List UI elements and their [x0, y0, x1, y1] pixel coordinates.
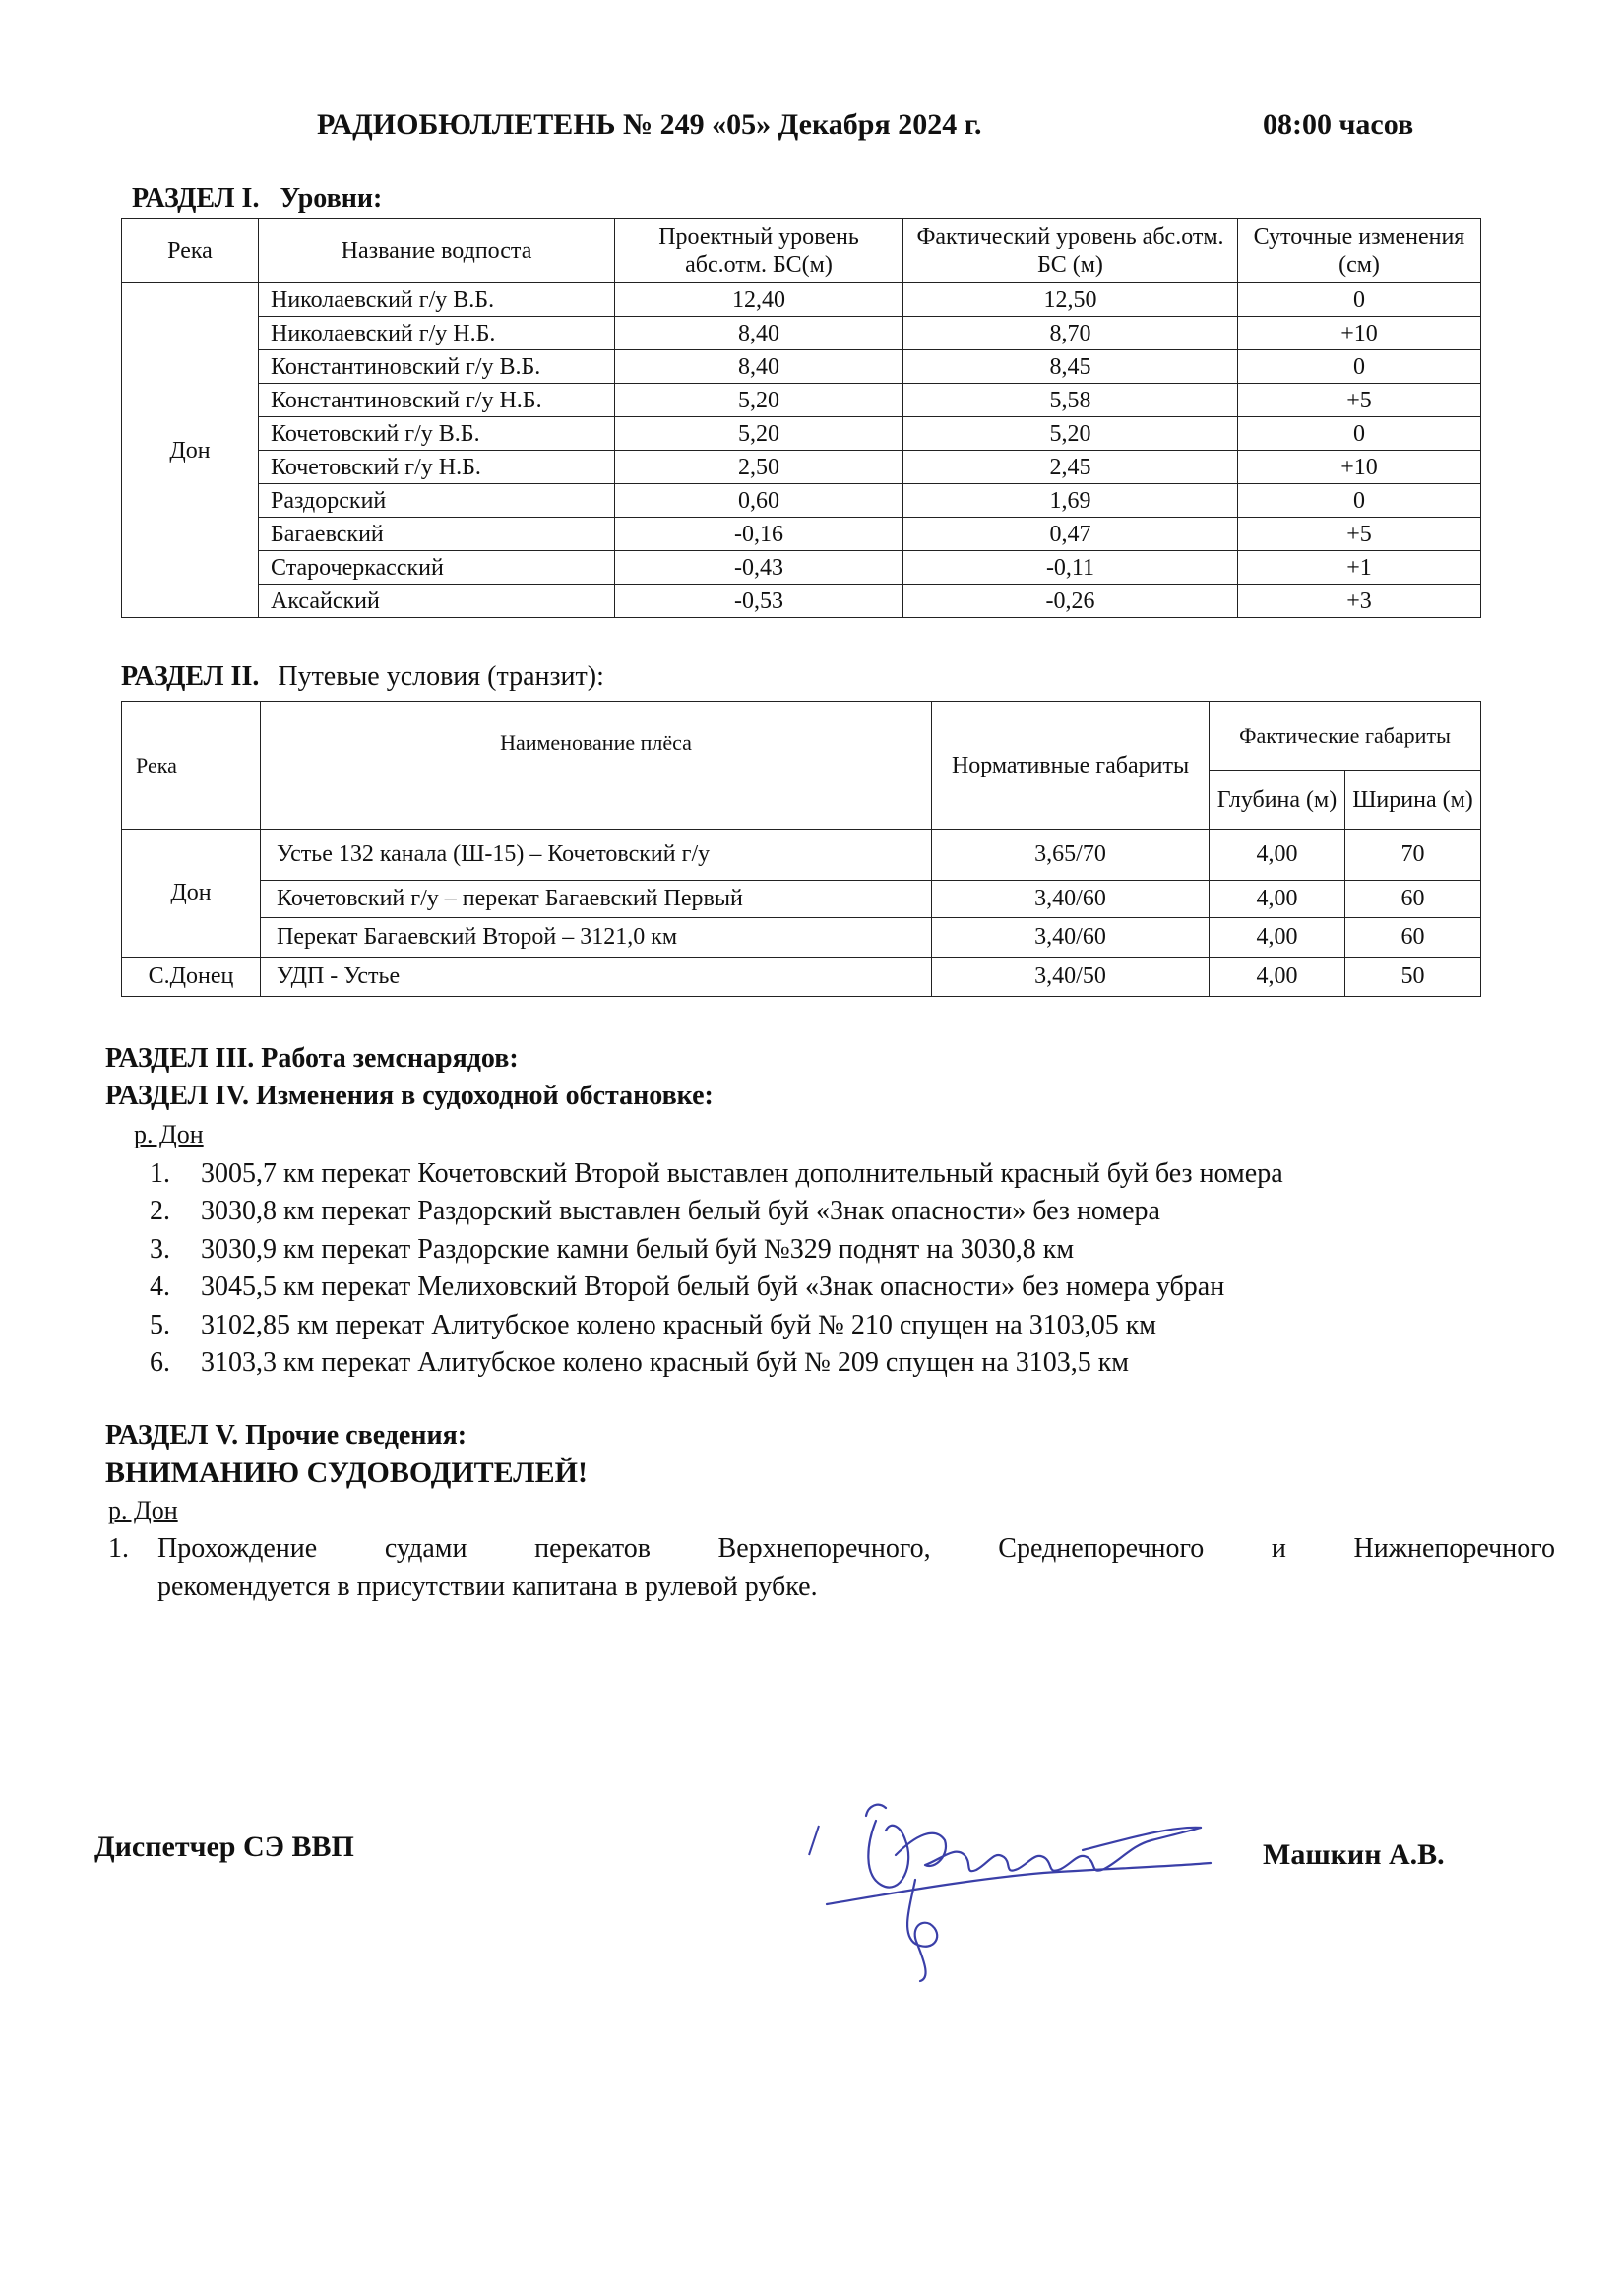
word: перекатов [534, 1533, 651, 1564]
col-river: Река [122, 219, 259, 283]
item-number: 4. [150, 1272, 170, 1302]
actual-level: -0,26 [903, 585, 1238, 618]
item-number: 5. [150, 1310, 170, 1340]
stretch-name: Устье 132 канала (Ш-15) – Кочетовский г/у [261, 830, 932, 881]
section5-item-number: 1. [108, 1533, 129, 1564]
col-width: Ширина (м) [1345, 771, 1481, 830]
item-number: 1. [150, 1158, 170, 1189]
item-text: 3103,3 км перекат Алитубское колено красный буй № 209 спущен на 3103,5 км [201, 1347, 1130, 1378]
post-name: Раздорский [259, 484, 615, 518]
post-name: Старочеркасский [259, 551, 615, 585]
normative-dim: 3,40/60 [932, 918, 1210, 958]
river-cell: Дон [122, 283, 259, 618]
normative-dim: 3,40/60 [932, 881, 1210, 918]
daily-change: 0 [1238, 417, 1481, 451]
post-name: Николаевский г/у Н.Б. [259, 317, 615, 350]
list-item [150, 1347, 1129, 1379]
table-row [122, 317, 1481, 350]
item-text: 3030,8 км перекат Раздорский выставлен белый буй «Знак опасности» без номера [201, 1196, 1160, 1226]
actual-level: 8,45 [903, 350, 1238, 384]
actual-level: 0,47 [903, 518, 1238, 551]
stretch-name: Кочетовский г/у – перекат Багаевский Первый [261, 881, 932, 918]
actual-level: 8,70 [903, 317, 1238, 350]
table-row [122, 918, 1481, 958]
word: Среднепоречного [998, 1533, 1205, 1564]
table-row [122, 484, 1481, 518]
col-project-level: Проектный уровень абс.отм. БС(м) [615, 219, 903, 283]
col-river: Река [122, 702, 261, 830]
col-normative: Нормативные габариты [932, 702, 1210, 830]
list-item [150, 1310, 1156, 1341]
table-row [122, 881, 1481, 918]
list-item [150, 1158, 1283, 1190]
daily-change: +5 [1238, 518, 1481, 551]
item-number: 3. [150, 1234, 170, 1265]
word: Нижнепоречного [1353, 1533, 1555, 1564]
stretch-name: УДП - Устье [261, 958, 932, 997]
word: Верхнепоречного, [717, 1533, 931, 1564]
project-level: 5,20 [615, 417, 903, 451]
dispatcher-role: Диспетчер СЭ ВВП [94, 1831, 354, 1863]
actual-width: 60 [1345, 918, 1481, 958]
daily-change: 0 [1238, 283, 1481, 317]
section5-title: РАЗДЕЛ V. Прочие сведения: [105, 1420, 467, 1451]
item-text: 3045,5 км перекат Мелиховский Второй белый буй «Знак опасности» без номера убран [201, 1272, 1225, 1302]
post-name: Багаевский [259, 518, 615, 551]
project-level: 12,40 [615, 283, 903, 317]
word: и [1271, 1533, 1286, 1564]
normative-dim: 3,65/70 [932, 830, 1210, 881]
post-name: Николаевский г/у В.Б. [259, 283, 615, 317]
post-name: Кочетовский г/у В.Б. [259, 417, 615, 451]
section3-title: РАЗДЕЛ III. Работа земснарядов: [105, 1043, 519, 1074]
col-daily-change: Суточные изменения (см) [1238, 219, 1481, 283]
river-cell: Дон [122, 830, 261, 958]
table-row [122, 551, 1481, 585]
daily-change: +10 [1238, 451, 1481, 484]
item-number: 2. [150, 1196, 170, 1226]
table-row [122, 350, 1481, 384]
stretch-name: Перекат Багаевский Второй – 3121,0 км [261, 918, 932, 958]
project-level: 5,20 [615, 384, 903, 417]
section4-river: р. Дон [134, 1120, 204, 1148]
section5-river: р. Дон [108, 1496, 178, 1524]
actual-level: 2,45 [903, 451, 1238, 484]
section5-item-line2: рекомендуется в присутствии капитана в рулевой рубке. [157, 1572, 818, 1602]
item-text: 3005,7 км перекат Кочетовский Второй выставлен дополнительный красный буй без номера [201, 1158, 1283, 1189]
project-level: 8,40 [615, 317, 903, 350]
item-text: 3030,9 км перекат Раздорские камни белый буй №329 поднят на 3030,8 км [201, 1234, 1075, 1265]
word: Прохождение [157, 1533, 318, 1564]
list-item [150, 1272, 1224, 1303]
section2-title: РАЗДЕЛ II. [121, 661, 260, 692]
daily-change: +5 [1238, 384, 1481, 417]
bulletin-time: 08:00 часов [1263, 108, 1414, 141]
post-name: Константиновский г/у В.Б. [259, 350, 615, 384]
project-level: 8,40 [615, 350, 903, 384]
post-name: Кочетовский г/у Н.Б. [259, 451, 615, 484]
item-text: 3102,85 км перекат Алитубское колено красный буй № 210 спущен на 3103,05 км [201, 1310, 1157, 1340]
actual-level: 5,20 [903, 417, 1238, 451]
signature-icon [807, 1786, 1220, 1983]
post-name: Аксайский [259, 585, 615, 618]
actual-depth: 4,00 [1210, 918, 1345, 958]
actual-width: 60 [1345, 881, 1481, 918]
daily-change: 0 [1238, 484, 1481, 518]
project-level: 2,50 [615, 451, 903, 484]
waterway-conditions-table [121, 701, 1481, 997]
actual-depth: 4,00 [1210, 881, 1345, 918]
section2-heading [121, 661, 604, 693]
col-post: Название водпоста [259, 219, 615, 283]
section4-title: РАЗДЕЛ IV. Изменения в судоходной обстановке: [105, 1081, 714, 1111]
project-level: 0,60 [615, 484, 903, 518]
col-depth: Глубина (м) [1210, 771, 1345, 830]
post-name: Константиновский г/у Н.Б. [259, 384, 615, 417]
normative-dim: 3,40/50 [932, 958, 1210, 997]
section1-title: РАЗДЕЛ I. [132, 183, 260, 214]
table-row [122, 451, 1481, 484]
table-row [122, 417, 1481, 451]
daily-change: +3 [1238, 585, 1481, 618]
item-number: 6. [150, 1347, 170, 1378]
actual-width: 70 [1345, 830, 1481, 881]
actual-level: 12,50 [903, 283, 1238, 317]
table-row [122, 585, 1481, 618]
attention-heading: ВНИМАНИЮ СУДОВОДИТЕЛЕЙ! [105, 1457, 588, 1489]
actual-depth: 4,00 [1210, 958, 1345, 997]
section1-subtitle: Уровни: [280, 183, 383, 214]
table-row [122, 384, 1481, 417]
section1-heading [132, 183, 382, 215]
list-item [150, 1234, 1074, 1266]
table-row [122, 518, 1481, 551]
actual-depth: 4,00 [1210, 830, 1345, 881]
col-actual-level: Фактический уровень абс.отм. БС (м) [903, 219, 1238, 283]
table-row [122, 283, 1481, 317]
section2-subtitle: Путевые условия (транзит): [278, 661, 604, 692]
col-stretch: Наименование плёса [261, 702, 932, 830]
dispatcher-name: Машкин А.В. [1263, 1838, 1445, 1871]
bulletin-title: РАДИОБЮЛЛЕТЕНЬ № 249 «05» Декабря 2024 г. [317, 108, 982, 141]
project-level: -0,53 [615, 585, 903, 618]
table-row [122, 958, 1481, 997]
daily-change: +10 [1238, 317, 1481, 350]
daily-change: 0 [1238, 350, 1481, 384]
word: судами [384, 1533, 467, 1564]
table-row [122, 830, 1481, 881]
project-level: -0,16 [615, 518, 903, 551]
section5-item-line1 [157, 1533, 1555, 1565]
actual-level: 1,69 [903, 484, 1238, 518]
project-level: -0,43 [615, 551, 903, 585]
list-item [150, 1196, 1160, 1227]
river-cell: С.Донец [122, 958, 261, 997]
actual-level: -0,11 [903, 551, 1238, 585]
actual-width: 50 [1345, 958, 1481, 997]
actual-level: 5,58 [903, 384, 1238, 417]
daily-change: +1 [1238, 551, 1481, 585]
levels-table [121, 218, 1481, 618]
col-actual-dimensions: Фактические габариты [1210, 702, 1481, 771]
